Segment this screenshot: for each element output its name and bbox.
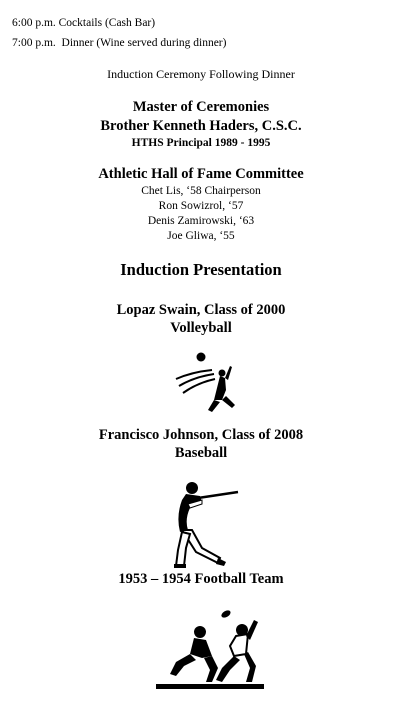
committee-heading: Athletic Hall of Fame Committee (98, 166, 304, 182)
presentation-heading: Induction Presentation (120, 260, 282, 279)
schedule-dinner: 7:00 p.m. Dinner (Wine served during dinner) (12, 37, 227, 49)
volleyball-player-icon (170, 350, 240, 420)
committee-member: Joe Gliwa, ‘55 (167, 230, 235, 242)
inductee-sport: Baseball (174, 445, 228, 461)
committee-member: Denis Zamirowski, ‘63 (147, 215, 255, 227)
committee-member: Ron Sowizrol, ‘57 (158, 200, 244, 212)
football-players-icon (150, 606, 270, 696)
committee-member: Chet Lis, ‘58 Chairperson (141, 185, 261, 197)
inductee-name: 1953 – 1954 Football Team (118, 571, 284, 587)
master-heading: Master of Ceremonies (132, 99, 270, 115)
inductee-name: Francisco Johnson, Class of 2008 (98, 427, 304, 443)
master-role: HTHS Principal 1989 - 1995 (131, 137, 271, 149)
inductee-sport: Volleyball (170, 320, 232, 336)
schedule-cocktails: 6:00 p.m. Cocktails (Cash Bar) (12, 17, 156, 29)
ceremony-note: Induction Ceremony Following Dinner (107, 67, 295, 81)
inductee-name: Lopaz Swain, Class of 2000 (116, 302, 286, 318)
baseball-batter-icon (162, 478, 242, 573)
master-name: Brother Kenneth Haders, C.S.C. (100, 118, 302, 134)
